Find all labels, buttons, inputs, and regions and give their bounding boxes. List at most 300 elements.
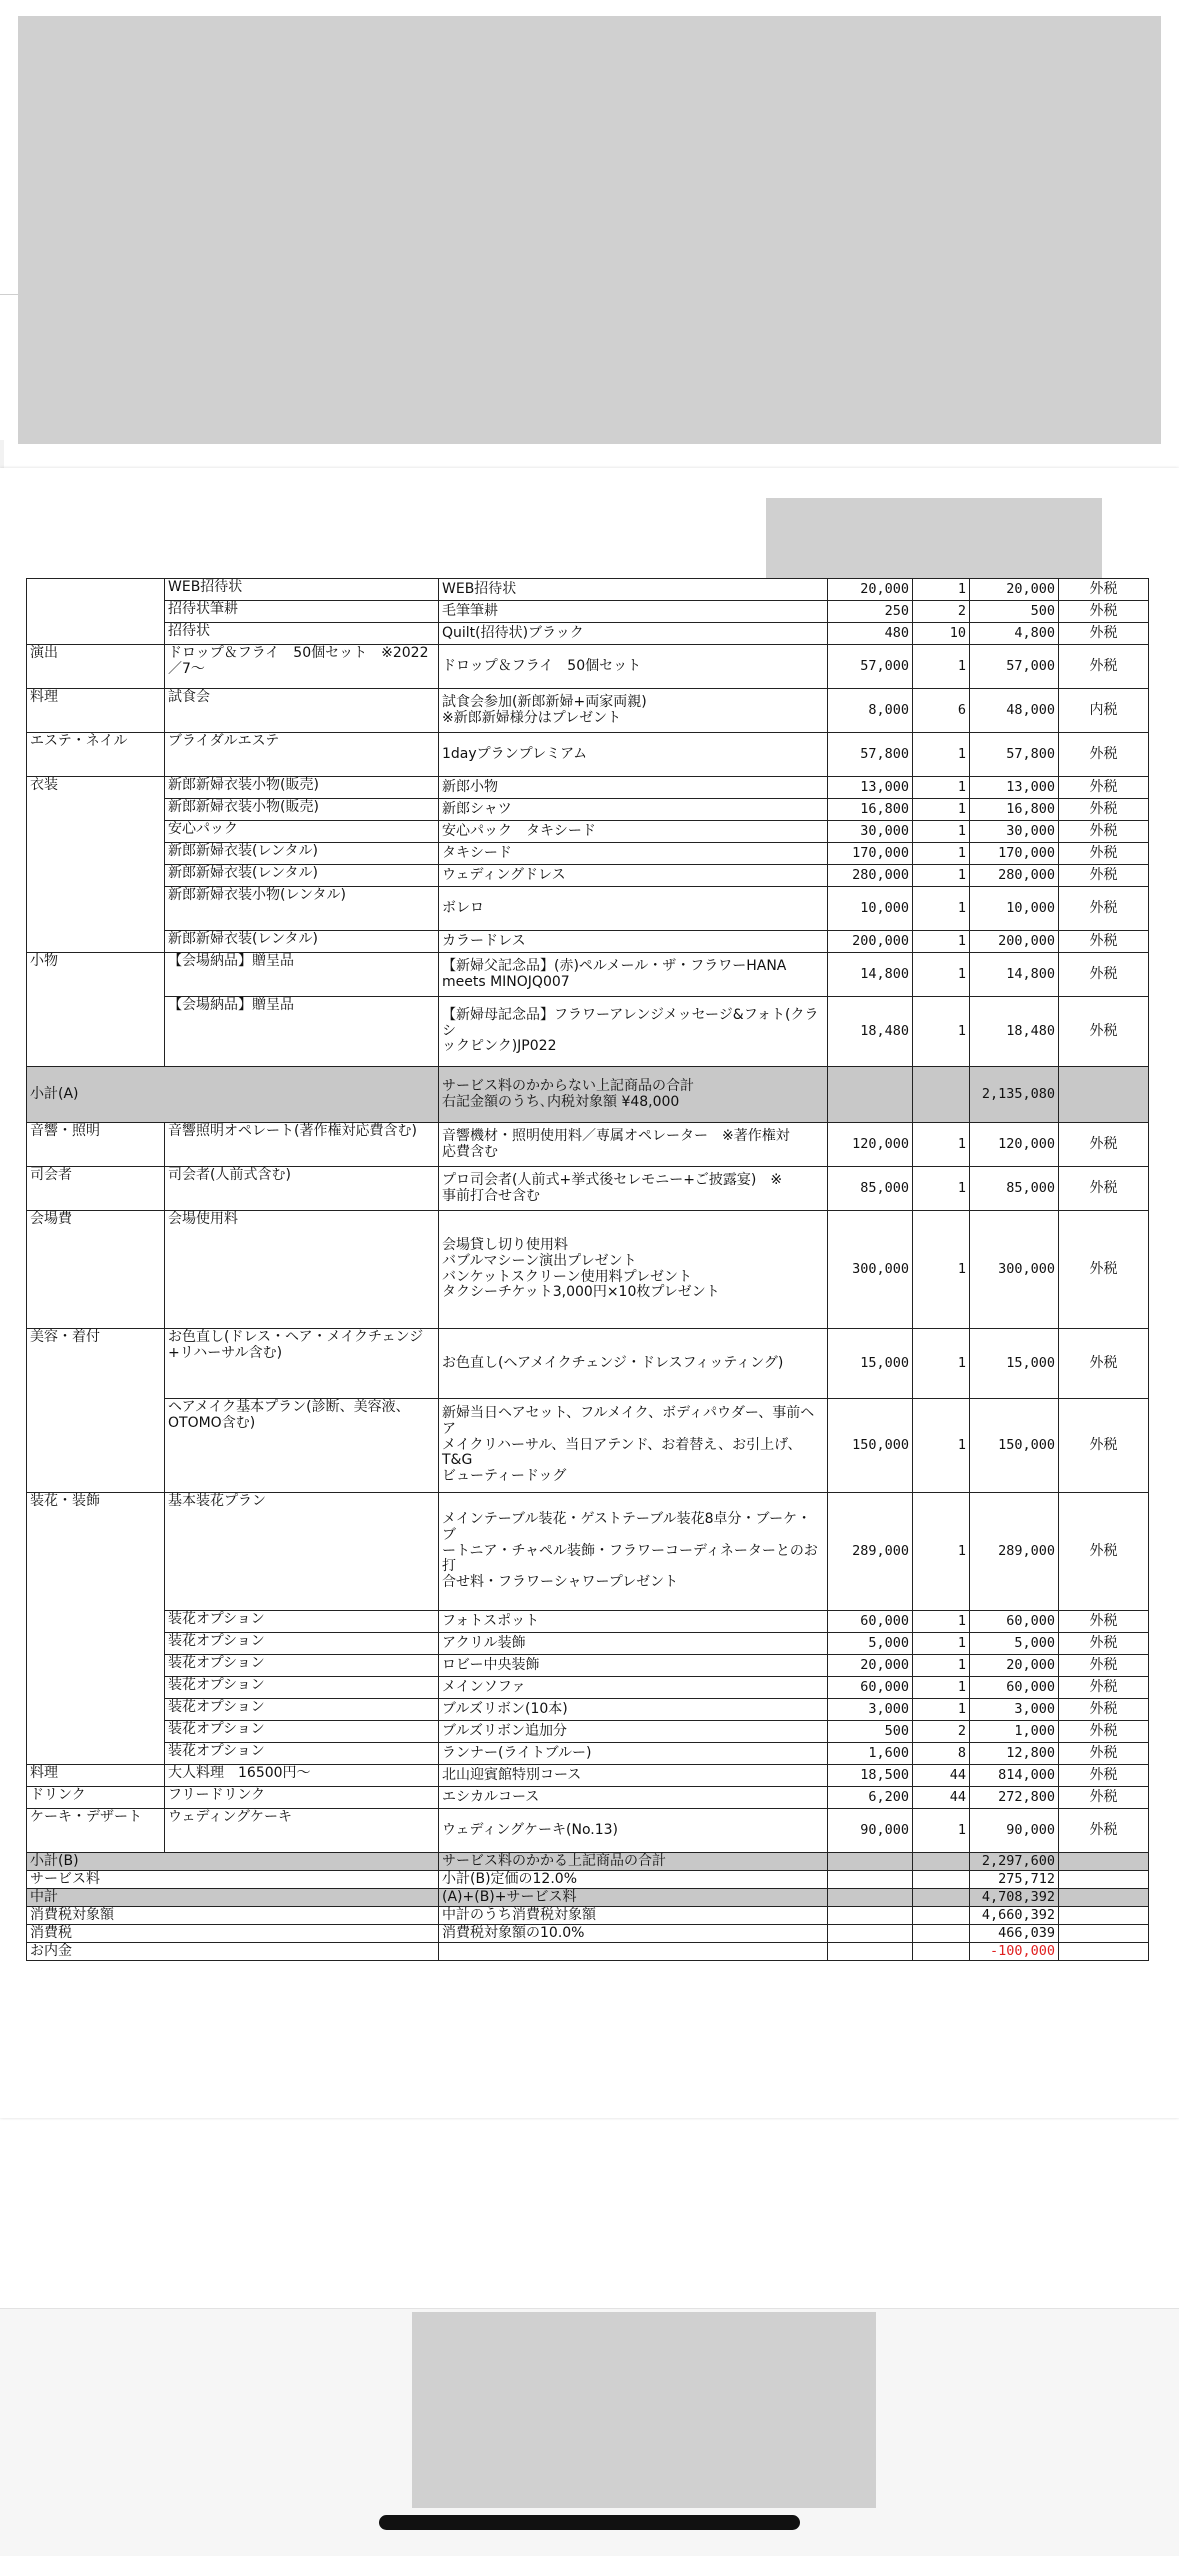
description-line: ウェディングケーキ(No.13) [442, 1821, 619, 1838]
description-line: ブルズリボン追加分 [442, 1722, 568, 1739]
total-description: (A)+(B)+サービス料 [439, 1889, 828, 1907]
unit-price-cell: 57,800 [828, 733, 913, 777]
category-cell: 司会者 [27, 1167, 165, 1211]
table-row [27, 1699, 1149, 1721]
table-row [27, 1809, 1149, 1853]
description-cell [439, 1329, 828, 1399]
description-cell [439, 931, 828, 953]
quantity-cell: 1 [913, 953, 970, 997]
category-cell: 会場費 [27, 1211, 165, 1329]
total-label: 消費税対象額 [27, 1907, 439, 1925]
quantity-cell: 1 [913, 777, 970, 799]
item-cell: 司会者(人前式含む) [165, 1167, 439, 1211]
unit-price-cell: 90,000 [828, 1809, 913, 1853]
table-row [27, 601, 1149, 623]
total-amount: 466,039 [970, 1925, 1059, 1943]
tax-type-cell: 外税 [1059, 1765, 1149, 1787]
total-row [27, 1853, 1149, 1871]
category-cell: 美容・着付 [27, 1329, 165, 1493]
table-row [27, 887, 1149, 931]
description-line: ックピンク)JP022 [442, 1038, 557, 1055]
amount-cell: 60,000 [970, 1677, 1059, 1699]
item-cell: 装花オプション [165, 1655, 439, 1677]
unit-price-cell: 57,000 [828, 645, 913, 689]
item-cell: 試食会 [165, 689, 439, 733]
description-line: ビューティードッグ [442, 1468, 567, 1484]
total-row [27, 1943, 1149, 1961]
category-cell: 小物 [27, 953, 165, 1067]
tax-type-cell: 外税 [1059, 1329, 1149, 1399]
item-cell: 招待状筆耕 [165, 601, 439, 623]
table-row [27, 1633, 1149, 1655]
item-cell: ヘアメイク基本プラン(診断、美容液、OTOMO含む) [165, 1399, 439, 1493]
item-cell: ドロップ＆フライ 50個セット ※2022／7〜 [165, 645, 439, 689]
amount-cell: 90,000 [970, 1809, 1059, 1853]
unit-price-cell: 6,200 [828, 1787, 913, 1809]
tax-type-cell: 内税 [1059, 689, 1149, 733]
empty-cell [1059, 1925, 1149, 1943]
table-row [27, 799, 1149, 821]
description-line: プロ司会者(人前式+挙式後セレモニー+ご披露宴) ※ [442, 1171, 783, 1188]
table-row [27, 1787, 1149, 1809]
empty-cell [913, 1925, 970, 1943]
table-row [27, 689, 1149, 733]
total-row [27, 1889, 1149, 1907]
amount-cell: 85,000 [970, 1167, 1059, 1211]
amount-cell: 20,000 [970, 579, 1059, 601]
tax-type-cell: 外税 [1059, 1211, 1149, 1329]
quantity-cell: 44 [913, 1787, 970, 1809]
empty-cell [828, 1907, 913, 1925]
table-row [27, 997, 1149, 1067]
description-line: ※新郎新婦様分はプレゼント [442, 709, 622, 726]
description-cell [439, 1809, 828, 1853]
description-cell [439, 799, 828, 821]
empty-cell [1059, 1907, 1149, 1925]
empty-cell [913, 1067, 970, 1123]
description-line: メイクリハーサル、当日アテンド、お着替え、お引上げ、T&G [442, 1436, 802, 1469]
description-line: 新郎小物 [442, 778, 498, 795]
description-line: カラードレス [442, 932, 526, 949]
empty-cell [828, 1853, 913, 1871]
description-cell [439, 843, 828, 865]
item-cell: 大人料理 16500円〜 [165, 1765, 439, 1787]
description-cell [439, 821, 828, 843]
amount-cell: 300,000 [970, 1211, 1059, 1329]
description-line: 試食会参加(新郎新婦+両家両親) [442, 693, 647, 710]
total-description: 小計(B)定価の12.0% [439, 1871, 828, 1889]
description-line: 1dayプランプレミアム [442, 745, 588, 762]
table-row [27, 843, 1149, 865]
item-cell: 基本装花プラン [165, 1493, 439, 1611]
tax-type-cell: 外税 [1059, 1721, 1149, 1743]
table-row [27, 733, 1149, 777]
amount-cell: 4,800 [970, 623, 1059, 645]
item-cell: 装花オプション [165, 1611, 439, 1633]
category-cell: ケーキ・デザート [27, 1809, 165, 1853]
total-label: 中計 [27, 1889, 439, 1907]
total-row [27, 1925, 1149, 1943]
tax-type-cell: 外税 [1059, 623, 1149, 645]
item-cell: 新郎新婦衣装(レンタル) [165, 843, 439, 865]
quantity-cell: 10 [913, 623, 970, 645]
table-row [27, 931, 1149, 953]
unit-price-cell: 250 [828, 601, 913, 623]
description-line: Quilt(招待状)ブラック [442, 624, 584, 641]
table-row [27, 1211, 1149, 1329]
description-cell [439, 1743, 828, 1765]
unit-price-cell: 10,000 [828, 887, 913, 931]
quantity-cell: 1 [913, 1493, 970, 1611]
item-cell: 装花オプション [165, 1743, 439, 1765]
tax-type-cell: 外税 [1059, 821, 1149, 843]
description-line: 事前打合せ含む [442, 1187, 540, 1204]
description-cell [439, 1611, 828, 1633]
tax-type-cell: 外税 [1059, 887, 1149, 931]
total-label: 小計(B) [27, 1853, 439, 1871]
unit-price-cell: 18,480 [828, 997, 913, 1067]
description-cell [439, 1633, 828, 1655]
quantity-cell: 1 [913, 931, 970, 953]
description-line: メインソファ [442, 1678, 526, 1695]
item-cell: 新郎新婦衣装(レンタル) [165, 865, 439, 887]
description-line: タクシーチケット3,000円×10枚プレゼント [442, 1284, 720, 1301]
table-row [27, 777, 1149, 799]
home-indicator[interactable] [379, 2515, 800, 2530]
description-cell [439, 777, 828, 799]
description-line: ウェディングドレス [442, 866, 566, 883]
table-row [27, 1611, 1149, 1633]
amount-cell: 500 [970, 601, 1059, 623]
quantity-cell: 1 [913, 1677, 970, 1699]
unit-price-cell: 30,000 [828, 821, 913, 843]
quantity-cell: 1 [913, 1699, 970, 1721]
amount-cell: 13,000 [970, 777, 1059, 799]
quantity-cell: 1 [913, 887, 970, 931]
amount-cell: 15,000 [970, 1329, 1059, 1399]
tax-type-cell: 外税 [1059, 777, 1149, 799]
total-description [439, 1943, 828, 1961]
total-description: 中計のうち消費税対象額 [439, 1907, 828, 1925]
description-line: ランナー(ライトブルー) [442, 1744, 592, 1761]
table-row [27, 579, 1149, 601]
amount-cell: 14,800 [970, 953, 1059, 997]
description-line: 合せ料・フラワーシャワープレゼント [442, 1574, 679, 1590]
unit-price-cell: 200,000 [828, 931, 913, 953]
divider [0, 294, 18, 295]
empty-cell [913, 1853, 970, 1871]
tax-type-cell: 外税 [1059, 865, 1149, 887]
amount-cell: 814,000 [970, 1765, 1059, 1787]
description-line: ボレロ [442, 899, 484, 916]
item-cell: 安心パック [165, 821, 439, 843]
quantity-cell: 1 [913, 579, 970, 601]
tax-type-cell: 外税 [1059, 1399, 1149, 1493]
description-cell [439, 579, 828, 601]
description-line: 会場貸し切り使用料 [442, 1237, 568, 1254]
description-line: メインテーブル装花・ゲストテーブル装花8卓分・ブーケ・ブ [442, 1511, 812, 1543]
amount-cell: 57,800 [970, 733, 1059, 777]
total-amount: 275,712 [970, 1871, 1059, 1889]
tax-type-cell: 外税 [1059, 1493, 1149, 1611]
category-cell: 音響・照明 [27, 1123, 165, 1167]
item-cell: WEB招待状 [165, 579, 439, 601]
description-cell [439, 601, 828, 623]
tax-type-cell: 外税 [1059, 1743, 1149, 1765]
subtotal-label: 小計(A) [27, 1067, 439, 1123]
table-row [27, 1167, 1149, 1211]
quantity-cell: 1 [913, 799, 970, 821]
empty-cell [1059, 1853, 1149, 1871]
amount-cell: 5,000 [970, 1633, 1059, 1655]
tax-type-cell: 外税 [1059, 579, 1149, 601]
description-cell [439, 887, 828, 931]
description-cell [439, 1399, 828, 1493]
amount-cell: 48,000 [970, 689, 1059, 733]
item-cell: お色直し(ドレス・ヘア・メイクチェンジ+リハーサル含む) [165, 1329, 439, 1399]
table-row [27, 1399, 1149, 1493]
quantity-cell: 8 [913, 1743, 970, 1765]
unit-price-cell: 8,000 [828, 689, 913, 733]
table-row [27, 1765, 1149, 1787]
quantity-cell: 1 [913, 1611, 970, 1633]
description-cell [439, 1655, 828, 1677]
quantity-cell: 1 [913, 1809, 970, 1853]
description-cell [439, 1765, 828, 1787]
unit-price-cell: 14,800 [828, 953, 913, 997]
description-cell [439, 733, 828, 777]
empty-cell [828, 1067, 913, 1123]
description-line: エシカルコース [442, 1788, 540, 1805]
unit-price-cell: 500 [828, 1721, 913, 1743]
total-description: サービス料のかかる上記商品の合計 [439, 1853, 828, 1871]
description-line: バンケットスクリーン使用料プレゼント [442, 1268, 693, 1285]
tax-type-cell: 外税 [1059, 799, 1149, 821]
quantity-cell: 1 [913, 843, 970, 865]
empty-cell [1059, 1067, 1149, 1123]
item-cell: ウェディングケーキ [165, 1809, 439, 1853]
quantity-cell: 6 [913, 689, 970, 733]
empty-cell [913, 1889, 970, 1907]
amount-cell: 18,480 [970, 997, 1059, 1067]
unit-price-cell: 20,000 [828, 1655, 913, 1677]
tax-type-cell: 外税 [1059, 843, 1149, 865]
unit-price-cell: 170,000 [828, 843, 913, 865]
unit-price-cell: 150,000 [828, 1399, 913, 1493]
empty-cell [913, 1907, 970, 1925]
tax-type-cell: 外税 [1059, 1655, 1149, 1677]
total-amount: 4,660,392 [970, 1907, 1059, 1925]
quantity-cell: 1 [913, 1167, 970, 1211]
amount-cell: 280,000 [970, 865, 1059, 887]
total-amount: -100,000 [970, 1943, 1059, 1961]
amount-cell: 3,000 [970, 1699, 1059, 1721]
table-row [27, 1677, 1149, 1699]
amount-cell: 150,000 [970, 1399, 1059, 1493]
total-row [27, 1871, 1149, 1889]
unit-price-cell: 5,000 [828, 1633, 913, 1655]
quantity-cell: 2 [913, 601, 970, 623]
description-cell [439, 1211, 828, 1329]
description-line: 新婦当日ヘアセット、フルメイク、ボディパウダー、事前ヘア [442, 1405, 815, 1437]
description-line: 応費含む [442, 1143, 498, 1160]
quantity-cell: 1 [913, 997, 970, 1067]
description-cell [439, 1699, 828, 1721]
empty-cell [828, 1889, 913, 1907]
amount-cell: 60,000 [970, 1611, 1059, 1633]
tax-type-cell: 外税 [1059, 601, 1149, 623]
category-cell: ドリンク [27, 1787, 165, 1809]
empty-cell [828, 1943, 913, 1961]
quantity-cell: 1 [913, 1655, 970, 1677]
description-line: フォトスポット [442, 1612, 540, 1629]
table-row [27, 953, 1149, 997]
amount-cell: 30,000 [970, 821, 1059, 843]
quantity-cell: 1 [913, 1123, 970, 1167]
item-cell: 装花オプション [165, 1721, 439, 1743]
unit-price-cell: 3,000 [828, 1699, 913, 1721]
table-row [27, 1721, 1149, 1743]
amount-cell: 289,000 [970, 1493, 1059, 1611]
empty-cell [1059, 1889, 1149, 1907]
item-cell: 装花オプション [165, 1677, 439, 1699]
table-row [27, 865, 1149, 887]
item-cell: 音響照明オペレート(著作権対応費含む) [165, 1123, 439, 1167]
quantity-cell: 2 [913, 1721, 970, 1743]
unit-price-cell: 289,000 [828, 1493, 913, 1611]
description-cell [439, 865, 828, 887]
item-cell: フリードリンク [165, 1787, 439, 1809]
estimate-table [26, 578, 1149, 1961]
tax-type-cell: 外税 [1059, 1809, 1149, 1853]
description-cell [439, 1721, 828, 1743]
amount-cell: 20,000 [970, 1655, 1059, 1677]
amount-cell: 1,000 [970, 1721, 1059, 1743]
item-cell: 会場使用料 [165, 1211, 439, 1329]
description-line: サービス料のかからない上記商品の合計 [442, 1077, 694, 1094]
unit-price-cell: 1,600 [828, 1743, 913, 1765]
unit-price-cell: 13,000 [828, 777, 913, 799]
empty-cell [913, 1943, 970, 1961]
amount-cell: 10,000 [970, 887, 1059, 931]
amount-cell: 170,000 [970, 843, 1059, 865]
description-line: 新郎シャツ [442, 800, 512, 817]
quantity-cell: 1 [913, 733, 970, 777]
table-row [27, 623, 1149, 645]
category-cell: 料理 [27, 689, 165, 733]
total-row [27, 1907, 1149, 1925]
empty-cell [913, 1871, 970, 1889]
tax-type-cell: 外税 [1059, 1677, 1149, 1699]
description-line: バブルマシーン演出プレゼント [442, 1252, 637, 1269]
description-line: アクリル装飾 [442, 1634, 526, 1651]
description-line: ブルズリボン(10本) [442, 1700, 568, 1717]
description-line: ートニア・チャペル装飾・フラワーコーディネーターとのお打 [442, 1542, 818, 1575]
category-cell: 料理 [27, 1765, 165, 1787]
description-cell [439, 623, 828, 645]
unit-price-cell: 20,000 [828, 579, 913, 601]
unit-price-cell: 120,000 [828, 1123, 913, 1167]
table-row [27, 1655, 1149, 1677]
tax-type-cell: 外税 [1059, 1611, 1149, 1633]
category-cell: 装花・装飾 [27, 1493, 165, 1765]
quantity-cell: 44 [913, 1765, 970, 1787]
total-label: 消費税 [27, 1925, 439, 1943]
description-cell [439, 1677, 828, 1699]
redacted-top-region [18, 16, 1161, 444]
empty-cell [828, 1925, 913, 1943]
item-cell: 装花オプション [165, 1699, 439, 1721]
description-cell [439, 1123, 828, 1167]
item-cell: 装花オプション [165, 1633, 439, 1655]
total-label: お内金 [27, 1943, 439, 1961]
unit-price-cell: 18,500 [828, 1765, 913, 1787]
item-cell: ブライダルエステ [165, 733, 439, 777]
quantity-cell: 1 [913, 645, 970, 689]
description-line: タキシード [442, 844, 512, 861]
amount-cell: 12,800 [970, 1743, 1059, 1765]
description-line: WEB招待状 [442, 580, 517, 597]
tax-type-cell: 外税 [1059, 733, 1149, 777]
item-cell: 新郎新婦衣装小物(販売) [165, 777, 439, 799]
description-line: ドロップ＆フライ 50個セット [442, 657, 642, 674]
subtotal-description [439, 1067, 828, 1123]
item-cell: 新郎新婦衣装小物(レンタル) [165, 887, 439, 931]
table-row [27, 1329, 1149, 1399]
description-cell [439, 1493, 828, 1611]
amount-cell: 57,000 [970, 645, 1059, 689]
description-line: 右記金額のうち､内税対象額 ¥48,000 [442, 1093, 680, 1110]
table-row [27, 1743, 1149, 1765]
category-cell [27, 579, 165, 645]
unit-price-cell: 85,000 [828, 1167, 913, 1211]
empty-cell [1059, 1871, 1149, 1889]
empty-cell [828, 1871, 913, 1889]
amount-cell: 200,000 [970, 931, 1059, 953]
description-line: 安心パック タキシード [442, 822, 596, 839]
description-line: 音響機材・照明使用料／専属オペレーター ※著作権対 [442, 1127, 790, 1144]
tax-type-cell: 外税 [1059, 931, 1149, 953]
description-cell [439, 953, 828, 997]
redacted-bottom-region [412, 2312, 876, 2508]
description-line: meets MINOJQ007 [442, 973, 570, 990]
item-cell: 新郎新婦衣装小物(販売) [165, 799, 439, 821]
item-cell: 新郎新婦衣装(レンタル) [165, 931, 439, 953]
quantity-cell: 1 [913, 1399, 970, 1493]
redacted-header-region [766, 498, 1102, 578]
total-amount: 4,708,392 [970, 1889, 1059, 1907]
table-row [27, 1493, 1149, 1611]
tax-type-cell: 外税 [1059, 1633, 1149, 1655]
subtotal-amount: 2,135,080 [970, 1067, 1059, 1123]
description-line: 北山迎賓館特別コース [442, 1766, 582, 1783]
table-row [27, 1123, 1149, 1167]
unit-price-cell: 16,800 [828, 799, 913, 821]
unit-price-cell: 280,000 [828, 865, 913, 887]
table-row [27, 821, 1149, 843]
category-cell: 演出 [27, 645, 165, 689]
description-cell [439, 1787, 828, 1809]
subtotal-a-row [27, 1067, 1149, 1123]
unit-price-cell: 480 [828, 623, 913, 645]
item-cell: 【会場納品】贈呈品 [165, 997, 439, 1067]
description-line: 【新婦父記念品】(赤)ペルメール・ザ・フラワーHANA [442, 957, 787, 974]
total-description: 消費税対象額の10.0% [439, 1925, 828, 1943]
tax-type-cell: 外税 [1059, 953, 1149, 997]
tax-type-cell: 外税 [1059, 1787, 1149, 1809]
unit-price-cell: 15,000 [828, 1329, 913, 1399]
tax-type-cell: 外税 [1059, 997, 1149, 1067]
